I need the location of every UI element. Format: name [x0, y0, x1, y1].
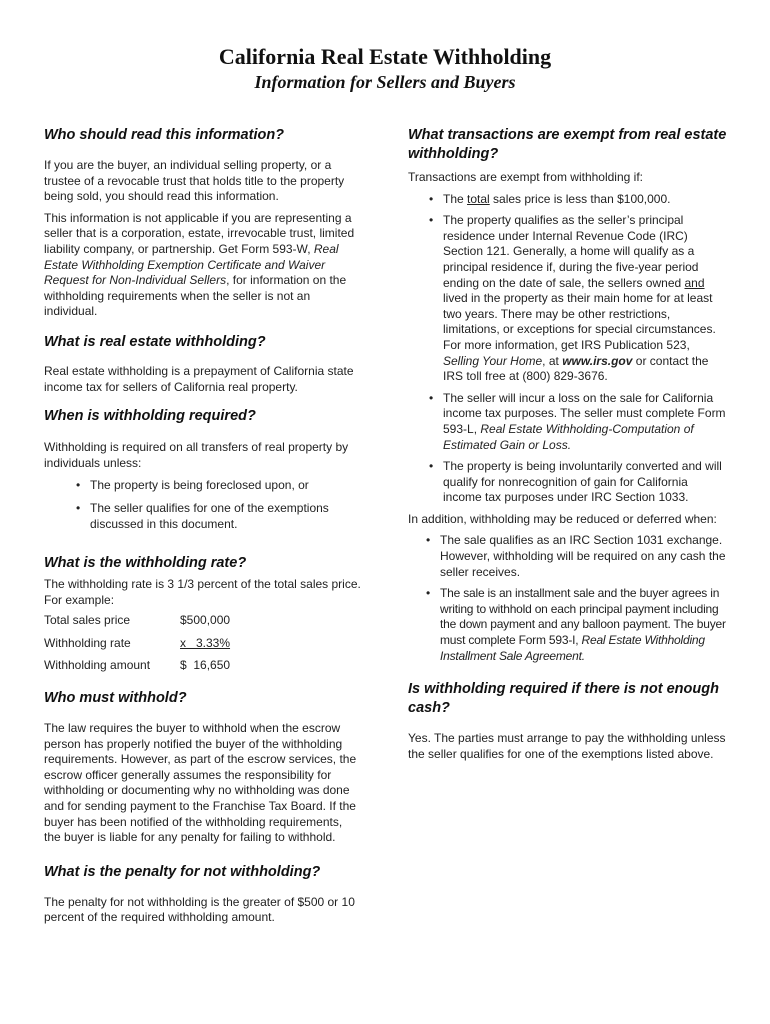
cash-paragraph: Yes. The parties must arrange to pay the withholding unless the seller qualifies for one of the exemptions listed above. [408, 731, 726, 761]
list-item: • The property qualifies as the seller’s principal residence under Internal Revenue Code (IRC) Section 121. Generally, a home will qualify as a principal residence if, during the five-year period ending on the date of sale, the sellers owned and lived in the property as their main home for at least two years. There may be other restrictions, limitations, or exceptions for special circumstances. For more information, get IRS Publication 523, Selling Your Home, at www.irs.gov or contact the IRS toll free at (800) 829-3676. [443, 213, 728, 385]
exempt-intro: Transactions are exempt from withholding if: [408, 170, 643, 184]
who-read-paragraph-1: If you are the buyer, an individual selling property, or a trustee of a revocable trust that holds title to the property being sold, you should read this information. [44, 158, 345, 204]
who-read-paragraph-2: This information is not applicable if you are representing a seller that is a corporation, estate, irrevocable trust, limited liability company, or partnership. Get Form 593-W, Real Estate Withholding Exemption Certificate and Waiver Request for Non-Individual Sellers, for information on the withholding requirements when the seller is not an individual. [44, 210, 355, 319]
reduced-bullet-list [408, 533, 728, 664]
list-item: • The sale qualifies as an IRC Section 1031 exchange. However, withholding will be required on any cash the seller receives. [440, 533, 728, 580]
heading-who-must-withhold: Who must withhold? [44, 690, 187, 707]
list-item: • The total sales price is less than $100,000. [443, 192, 728, 208]
exempt-bullet-list [408, 192, 728, 506]
rate-paragraph: The withholding rate is 3 1/3 percent of the total sales price. For example: [44, 577, 361, 607]
rate-row-total: Total sales price $500,000 [44, 613, 231, 628]
left-column [44, 126, 362, 926]
page-title: California Real Estate Withholding [218, 44, 552, 69]
heading-who-should-read: Who should read this information? [44, 127, 285, 143]
rate-row-rate: Withholding rate x 3.33% [44, 635, 231, 650]
heading-withholding-rate: What is the withholding rate? [44, 555, 247, 572]
what-is-paragraph: Real estate withholding is a prepayment of California state income tax for sellers of California real property. [44, 363, 354, 394]
penalty-paragraph: The penalty for not withholding is the greater of $500 or 10 percent of the required withholding amount. [44, 894, 355, 925]
right-column [408, 126, 728, 762]
heading-when-required: When is withholding required? [44, 408, 256, 425]
list-item: • The seller will incur a loss on the sale for California income tax purposes. The seller must complete Form 593-L, Real Estate Withholding-Computation of Estimated Gain or Loss. [443, 391, 728, 453]
rate-row-amount: Withholding amount $ 16,650 [44, 658, 231, 673]
list-item: • The seller qualifies for one of the exemptions discussed in this document. [90, 501, 362, 532]
list-item: • The property is being involuntarily converted and will qualify for nonrecognition of gain for California income tax purposes under IRC Section 1033. [443, 459, 728, 506]
heading-penalty: What is the penalty for not withholding? [44, 863, 321, 880]
heading-not-enough-cash: Is withholding required if there is not enough cash? [408, 681, 719, 717]
page-subtitle: Information for Sellers and Buyers [254, 72, 516, 92]
list-item: • The sale is an installment sale and the buyer agrees in writing to withhold on each principal payment including the down payment and any balloon payment. The buyer must complete Form 593-I, Real Estate Withholding Installment Sale Agreement. [440, 586, 728, 664]
when-bullet-list [44, 478, 362, 532]
who-must-paragraph: The law requires the buyer to withhold when the escrow person has properly notified the buyer of the withholding requirements. However, as part of the escrow services, the escrow officer generally assumes the responsibility for withholding or documenting why no withholding was done and for sending payment to the Franchise Tax Board. If the buyer has been notified of the withholding requirements, the buyer is liable for any penalty for failing to withhold. [44, 721, 357, 845]
reduced-intro: In addition, withholding may be reduced or deferred when: [408, 511, 717, 526]
rate-example-table [44, 613, 362, 674]
heading-what-is-withholding: What is real estate withholding? [44, 333, 266, 350]
document-header [0, 44, 770, 94]
heading-exempt-transactions: What transactions are exempt from real estate withholding? [408, 127, 727, 162]
list-item: • The property is being foreclosed upon, or [90, 478, 362, 494]
when-paragraph: Withholding is required on all transfers of real property by individuals unless: [44, 440, 349, 470]
